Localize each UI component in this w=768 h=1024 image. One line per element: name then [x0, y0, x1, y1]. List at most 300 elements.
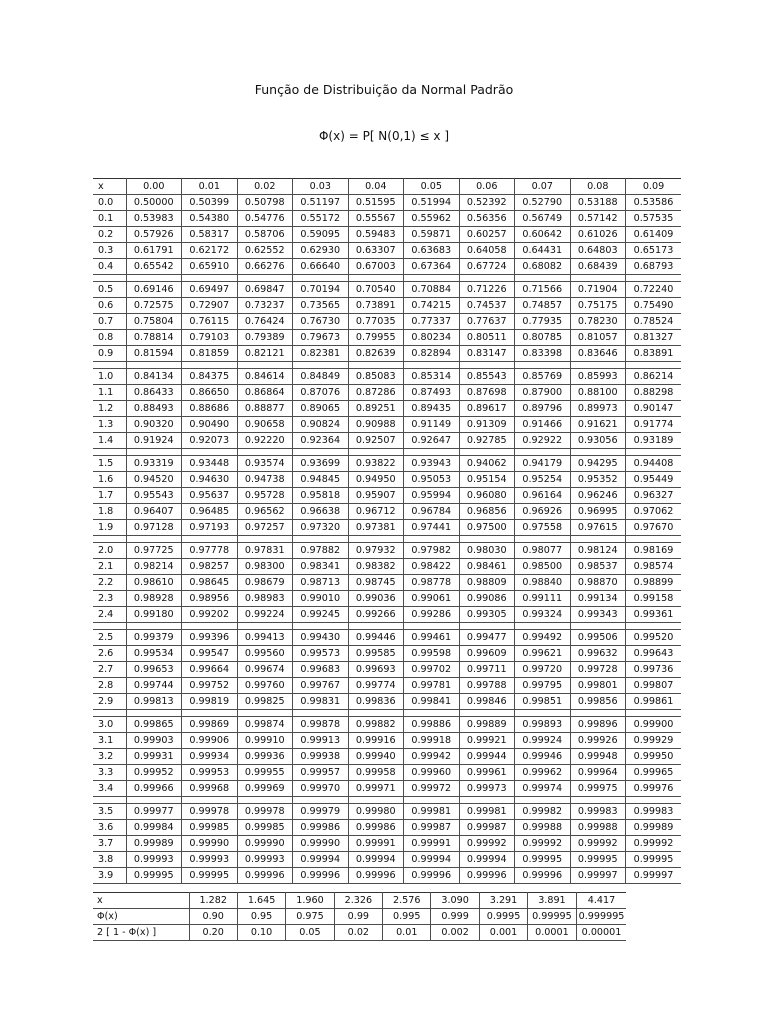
table-row	[93, 417, 681, 433]
probability-cell: 0.65173	[626, 243, 682, 259]
probability-cell: 0.96638	[293, 504, 349, 520]
probability-cell: 0.99693	[348, 662, 404, 678]
probability-cell: 0.54380	[182, 211, 238, 227]
probability-cell: 0.99878	[293, 717, 349, 733]
probability-cell: 0.99996	[237, 868, 293, 884]
probability-cell: 0.99992	[459, 836, 515, 852]
probability-cell: 0.99977	[126, 804, 182, 820]
header-cell: 0.01	[182, 179, 238, 195]
probability-cell: 0.99910	[237, 733, 293, 749]
probability-cell: 0.82894	[404, 346, 460, 362]
table-row	[93, 314, 681, 330]
table-row	[93, 733, 681, 749]
quantile-row	[93, 909, 626, 925]
spacer-cell	[348, 275, 404, 282]
spacer-cell	[126, 275, 182, 282]
probability-cell: 0.94950	[348, 472, 404, 488]
probability-cell: 0.98537	[570, 559, 626, 575]
probability-cell: 0.94845	[293, 472, 349, 488]
spacer-cell	[570, 449, 626, 456]
probability-cell: 0.99993	[237, 852, 293, 868]
probability-cell: 0.86650	[182, 385, 238, 401]
formula: Φ(x) = P[ N(0,1) ≤ x ]	[318, 129, 450, 143]
probability-cell: 0.93319	[126, 456, 182, 472]
probability-cell: 0.55172	[293, 211, 349, 227]
spacer-cell	[348, 362, 404, 369]
probability-cell: 0.99991	[404, 836, 460, 852]
quantile-cell: 0.95	[237, 909, 285, 925]
page-title: Função de Distribuição da Normal Padrão	[254, 82, 514, 97]
probability-cell: 0.99980	[348, 804, 404, 820]
probability-cell: 0.56749	[515, 211, 571, 227]
probability-cell: 0.57926	[126, 227, 182, 243]
probability-cell: 0.98341	[293, 559, 349, 575]
spacer-cell	[126, 623, 182, 630]
probability-cell: 0.99948	[570, 749, 626, 765]
probability-cell: 0.60257	[459, 227, 515, 243]
table-row	[93, 662, 681, 678]
x-value-cell: 2.5	[93, 630, 126, 646]
probability-cell: 0.75490	[626, 298, 682, 314]
probability-cell: 0.90320	[126, 417, 182, 433]
spacer-cell	[93, 710, 126, 717]
probability-cell: 0.99990	[182, 836, 238, 852]
probability-cell: 0.99952	[126, 765, 182, 781]
spacer-cell	[404, 797, 460, 804]
probability-cell: 0.88298	[626, 385, 682, 401]
probability-cell: 0.99975	[570, 781, 626, 797]
quantile-cell: 2.576	[383, 893, 431, 909]
probability-cell: 0.99992	[570, 836, 626, 852]
probability-cell: 0.75175	[570, 298, 626, 314]
probability-cell: 0.99795	[515, 678, 571, 694]
spacer-cell	[570, 710, 626, 717]
table-row	[93, 195, 681, 211]
probability-cell: 0.99994	[293, 852, 349, 868]
x-value-cell: 2.9	[93, 694, 126, 710]
header-cell: 0.06	[459, 179, 515, 195]
probability-cell: 0.95907	[348, 488, 404, 504]
table-row	[93, 433, 681, 449]
probability-cell: 0.90147	[626, 401, 682, 417]
quantile-cell: 0.99995	[528, 909, 576, 925]
probability-cell: 0.82381	[293, 346, 349, 362]
spacer-cell	[93, 623, 126, 630]
x-value-cell: 1.7	[93, 488, 126, 504]
table-row	[93, 385, 681, 401]
spacer-cell	[515, 797, 571, 804]
spacer-cell	[293, 275, 349, 282]
probability-cell: 0.99760	[237, 678, 293, 694]
probability-cell: 0.79103	[182, 330, 238, 346]
probability-cell: 0.96995	[570, 504, 626, 520]
header-cell: 0.05	[404, 179, 460, 195]
spacer-cell	[93, 797, 126, 804]
probability-cell: 0.98645	[182, 575, 238, 591]
probability-cell: 0.93189	[626, 433, 682, 449]
probability-cell: 0.98870	[570, 575, 626, 591]
probability-cell: 0.55962	[404, 211, 460, 227]
spacer-cell	[459, 623, 515, 630]
probability-cell: 0.76424	[237, 314, 293, 330]
spacer-cell	[348, 449, 404, 456]
probability-cell: 0.57535	[626, 211, 682, 227]
probability-cell: 0.99990	[293, 836, 349, 852]
spacer-cell	[515, 362, 571, 369]
probability-cell: 0.96164	[515, 488, 571, 504]
probability-cell: 0.99936	[237, 749, 293, 765]
row-group-spacer	[93, 275, 681, 282]
spacer-cell	[404, 710, 460, 717]
header-cell: 0.07	[515, 179, 571, 195]
probability-cell: 0.99995	[182, 868, 238, 884]
probability-cell: 0.99985	[182, 820, 238, 836]
probability-cell: 0.99944	[459, 749, 515, 765]
spacer-cell	[237, 536, 293, 543]
probability-cell: 0.89251	[348, 401, 404, 417]
probability-cell: 0.82639	[348, 346, 404, 362]
probability-cell: 0.99643	[626, 646, 682, 662]
probability-cell: 0.52392	[459, 195, 515, 211]
probability-cell: 0.99986	[293, 820, 349, 836]
probability-cell: 0.99430	[293, 630, 349, 646]
quantile-cell: 3.090	[431, 893, 479, 909]
probability-cell: 0.95154	[459, 472, 515, 488]
probability-cell: 0.85543	[459, 369, 515, 385]
probability-cell: 0.99801	[570, 678, 626, 694]
probability-cell: 0.99036	[348, 591, 404, 607]
quantile-cell: 0.999	[431, 909, 479, 925]
probability-cell: 0.90988	[348, 417, 404, 433]
table-row	[93, 678, 681, 694]
probability-cell: 0.71226	[459, 282, 515, 298]
quantile-cell: 0.90	[189, 909, 237, 925]
x-value-cell: 0.0	[93, 195, 126, 211]
spacer-cell	[626, 449, 682, 456]
probability-cell: 0.98461	[459, 559, 515, 575]
probability-cell: 0.99396	[182, 630, 238, 646]
table-row	[93, 694, 681, 710]
spacer-cell	[182, 275, 238, 282]
probability-cell: 0.99961	[459, 765, 515, 781]
spacer-cell	[404, 275, 460, 282]
probability-cell: 0.73565	[293, 298, 349, 314]
x-value-cell: 1.0	[93, 369, 126, 385]
probability-cell: 0.97615	[570, 520, 626, 536]
header-cell: 0.04	[348, 179, 404, 195]
probability-cell: 0.64058	[459, 243, 515, 259]
probability-cell: 0.99957	[293, 765, 349, 781]
spacer-cell	[237, 362, 293, 369]
probability-cell: 0.70884	[404, 282, 460, 298]
row-label-cell: Φ(x)	[93, 909, 189, 925]
probability-cell: 0.89065	[293, 401, 349, 417]
probability-cell: 0.99819	[182, 694, 238, 710]
probability-cell: 0.99865	[126, 717, 182, 733]
probability-cell: 0.97882	[293, 543, 349, 559]
probability-cell: 0.99736	[626, 662, 682, 678]
probability-cell: 0.62172	[182, 243, 238, 259]
spacer-cell	[182, 710, 238, 717]
probability-cell: 0.87900	[515, 385, 571, 401]
x-value-cell: 1.8	[93, 504, 126, 520]
probability-cell: 0.91924	[126, 433, 182, 449]
probability-cell: 0.99477	[459, 630, 515, 646]
probability-cell: 0.99976	[626, 781, 682, 797]
probability-cell: 0.77637	[459, 314, 515, 330]
probability-cell: 0.84375	[182, 369, 238, 385]
table-row	[93, 804, 681, 820]
probability-cell: 0.99560	[237, 646, 293, 662]
spacer-cell	[459, 710, 515, 717]
probability-cell: 0.99994	[348, 852, 404, 868]
row-label-cell: x	[93, 893, 189, 909]
x-value-cell: 3.7	[93, 836, 126, 852]
probability-cell: 0.51595	[348, 195, 404, 211]
probability-cell: 0.99061	[404, 591, 460, 607]
probability-cell: 0.99924	[515, 733, 571, 749]
table-row	[93, 630, 681, 646]
probability-cell: 0.99653	[126, 662, 182, 678]
probability-cell: 0.94062	[459, 456, 515, 472]
probability-cell: 0.92785	[459, 433, 515, 449]
x-value-cell: 2.1	[93, 559, 126, 575]
probability-cell: 0.99807	[626, 678, 682, 694]
probability-cell: 0.99632	[570, 646, 626, 662]
probability-cell: 0.99940	[348, 749, 404, 765]
probability-cell: 0.98713	[293, 575, 349, 591]
quantile-cell: 1.645	[237, 893, 285, 909]
probability-cell: 0.99711	[459, 662, 515, 678]
probability-cell: 0.97257	[237, 520, 293, 536]
spacer-cell	[237, 797, 293, 804]
spacer-cell	[93, 275, 126, 282]
table-row	[93, 559, 681, 575]
probability-cell: 0.97193	[182, 520, 238, 536]
probability-cell: 0.81327	[626, 330, 682, 346]
probability-cell: 0.98300	[237, 559, 293, 575]
probability-cell: 0.87286	[348, 385, 404, 401]
probability-cell: 0.97500	[459, 520, 515, 536]
table-row	[93, 607, 681, 623]
header-cell: 0.00	[126, 179, 182, 195]
probability-cell: 0.89973	[570, 401, 626, 417]
probability-cell: 0.99995	[626, 852, 682, 868]
x-value-cell: 3.3	[93, 765, 126, 781]
spacer-cell	[570, 275, 626, 282]
quantile-cell: 0.99	[334, 909, 382, 925]
probability-cell: 0.86864	[237, 385, 293, 401]
probability-cell: 0.99981	[459, 804, 515, 820]
probability-cell: 0.96784	[404, 504, 460, 520]
probability-cell: 0.99788	[459, 678, 515, 694]
probability-cell: 0.99981	[404, 804, 460, 820]
x-value-cell: 3.9	[93, 868, 126, 884]
probability-cell: 0.99974	[515, 781, 571, 797]
probability-cell: 0.85769	[515, 369, 571, 385]
probability-cell: 0.99664	[182, 662, 238, 678]
table-row	[93, 868, 681, 884]
quantile-cell: 0.0001	[528, 925, 576, 941]
probability-cell: 0.91621	[570, 417, 626, 433]
probability-cell: 0.99994	[404, 852, 460, 868]
probability-cell: 0.89435	[404, 401, 460, 417]
quantile-cell: 0.9995	[479, 909, 527, 925]
x-value-cell: 1.4	[93, 433, 126, 449]
quantile-row	[93, 893, 626, 909]
probability-cell: 0.56356	[459, 211, 515, 227]
x-value-cell: 2.4	[93, 607, 126, 623]
quantile-table	[93, 892, 626, 941]
probability-cell: 0.67364	[404, 259, 460, 275]
spacer-cell	[515, 449, 571, 456]
spacer-cell	[237, 710, 293, 717]
quantile-cell: 1.960	[286, 893, 334, 909]
probability-cell: 0.96080	[459, 488, 515, 504]
table-row	[93, 401, 681, 417]
row-group-spacer	[93, 710, 681, 717]
probability-cell: 0.79955	[348, 330, 404, 346]
spacer-cell	[348, 623, 404, 630]
probability-cell: 0.93448	[182, 456, 238, 472]
probability-cell: 0.85083	[348, 369, 404, 385]
spacer-cell	[126, 797, 182, 804]
probability-cell: 0.83891	[626, 346, 682, 362]
probability-cell: 0.98382	[348, 559, 404, 575]
spacer-cell	[626, 275, 682, 282]
probability-cell: 0.99752	[182, 678, 238, 694]
quantile-cell: 0.05	[286, 925, 334, 941]
probability-cell: 0.99996	[459, 868, 515, 884]
probability-cell: 0.79673	[293, 330, 349, 346]
probability-cell: 0.72907	[182, 298, 238, 314]
probability-cell: 0.99846	[459, 694, 515, 710]
spacer-cell	[626, 623, 682, 630]
row-group-spacer	[93, 449, 681, 456]
probability-cell: 0.99744	[126, 678, 182, 694]
probability-cell: 0.72240	[626, 282, 682, 298]
probability-cell: 0.99343	[570, 607, 626, 623]
spacer-cell	[182, 536, 238, 543]
probability-cell: 0.99202	[182, 607, 238, 623]
probability-cell: 0.99585	[348, 646, 404, 662]
probability-cell: 0.95449	[626, 472, 682, 488]
probability-cell: 0.93943	[404, 456, 460, 472]
probability-cell: 0.64431	[515, 243, 571, 259]
probability-cell: 0.92073	[182, 433, 238, 449]
probability-cell: 0.68793	[626, 259, 682, 275]
spacer-cell	[182, 362, 238, 369]
quantile-cell: 0.01	[383, 925, 431, 941]
probability-cell: 0.99995	[515, 852, 571, 868]
probability-cell: 0.99962	[515, 765, 571, 781]
probability-cell: 0.91149	[404, 417, 460, 433]
quantile-cell: 3.891	[528, 893, 576, 909]
spacer-cell	[126, 449, 182, 456]
probability-cell: 0.99992	[515, 836, 571, 852]
probability-cell: 0.95543	[126, 488, 182, 504]
header-cell: x	[93, 179, 126, 195]
probability-cell: 0.99987	[404, 820, 460, 836]
probability-cell: 0.97320	[293, 520, 349, 536]
table-row	[93, 456, 681, 472]
quantile-cell: 1.282	[189, 893, 237, 909]
table-row	[93, 211, 681, 227]
probability-cell: 0.61409	[626, 227, 682, 243]
spacer-cell	[348, 797, 404, 804]
probability-cell: 0.99305	[459, 607, 515, 623]
probability-cell: 0.76115	[182, 314, 238, 330]
probability-cell: 0.50000	[126, 195, 182, 211]
quantile-cell: 0.995	[383, 909, 431, 925]
probability-cell: 0.99674	[237, 662, 293, 678]
probability-cell: 0.99983	[626, 804, 682, 820]
probability-cell: 0.99990	[237, 836, 293, 852]
probability-cell: 0.99506	[570, 630, 626, 646]
probability-cell: 0.99520	[626, 630, 682, 646]
probability-cell: 0.96327	[626, 488, 682, 504]
probability-cell: 0.99955	[237, 765, 293, 781]
probability-cell: 0.98899	[626, 575, 682, 591]
probability-cell: 0.99938	[293, 749, 349, 765]
probability-cell: 0.55567	[348, 211, 404, 227]
probability-cell: 0.79389	[237, 330, 293, 346]
probability-cell: 0.99987	[459, 820, 515, 836]
probability-cell: 0.99413	[237, 630, 293, 646]
probability-cell: 0.99931	[126, 749, 182, 765]
spacer-cell	[404, 536, 460, 543]
probability-cell: 0.99953	[182, 765, 238, 781]
probability-cell: 0.80511	[459, 330, 515, 346]
quantile-cell: 0.10	[237, 925, 285, 941]
probability-cell: 0.92364	[293, 433, 349, 449]
probability-cell: 0.93574	[237, 456, 293, 472]
probability-cell: 0.99978	[182, 804, 238, 820]
probability-cell: 0.84849	[293, 369, 349, 385]
probability-cell: 0.63307	[348, 243, 404, 259]
table-row	[93, 488, 681, 504]
probability-cell: 0.99882	[348, 717, 404, 733]
probability-cell: 0.99973	[459, 781, 515, 797]
probability-cell: 0.98809	[459, 575, 515, 591]
probability-cell: 0.97831	[237, 543, 293, 559]
x-value-cell: 3.2	[93, 749, 126, 765]
probability-cell: 0.83646	[570, 346, 626, 362]
probability-cell: 0.99224	[237, 607, 293, 623]
probability-cell: 0.53983	[126, 211, 182, 227]
x-value-cell: 2.8	[93, 678, 126, 694]
table-row	[93, 646, 681, 662]
probability-cell: 0.80234	[404, 330, 460, 346]
x-value-cell: 1.3	[93, 417, 126, 433]
probability-cell: 0.96485	[182, 504, 238, 520]
probability-cell: 0.95818	[293, 488, 349, 504]
probability-cell: 0.78230	[570, 314, 626, 330]
probability-cell: 0.99994	[459, 852, 515, 868]
probability-cell: 0.99996	[293, 868, 349, 884]
probability-cell: 0.85314	[404, 369, 460, 385]
spacer-cell	[570, 623, 626, 630]
probability-cell: 0.99916	[348, 733, 404, 749]
table-row	[93, 259, 681, 275]
probability-cell: 0.97558	[515, 520, 571, 536]
probability-cell: 0.74857	[515, 298, 571, 314]
probability-cell: 0.99918	[404, 733, 460, 749]
probability-cell: 0.99995	[126, 868, 182, 884]
spacer-cell	[182, 449, 238, 456]
probability-cell: 0.88493	[126, 401, 182, 417]
quantile-cell: 0.999995	[576, 909, 626, 925]
